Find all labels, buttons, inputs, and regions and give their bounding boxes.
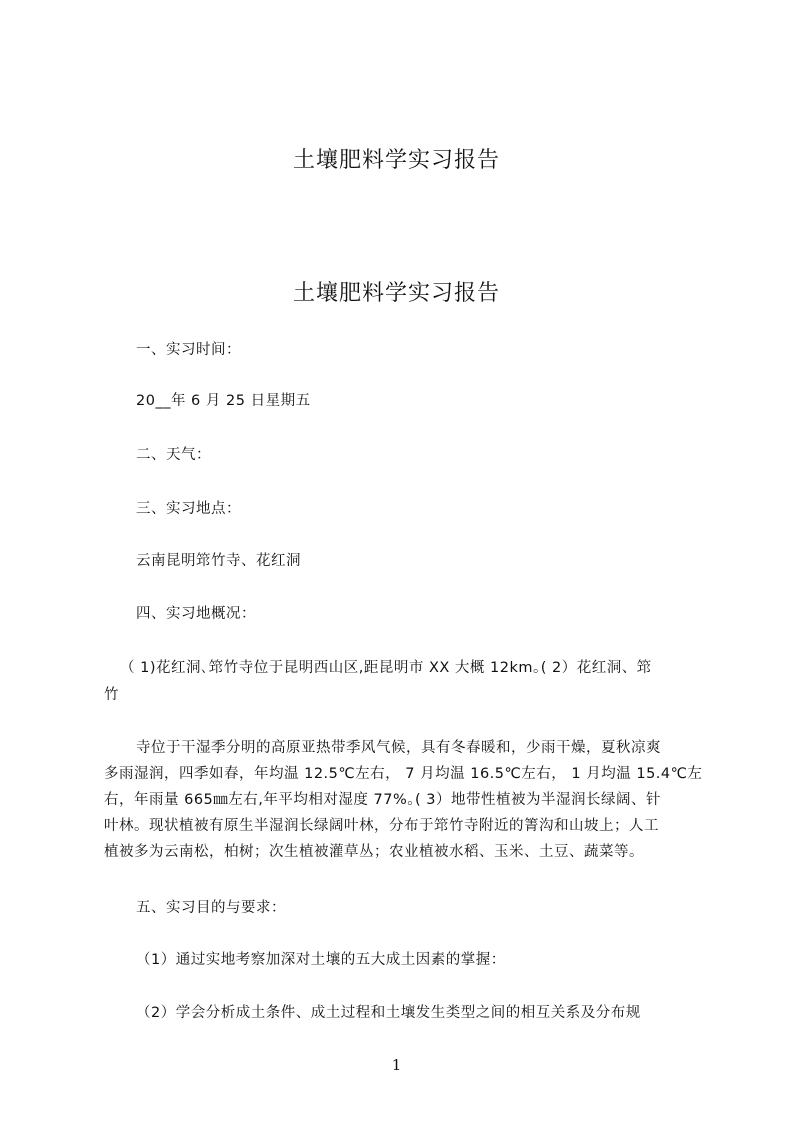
overview-paragraph-2-line-3: 右，年雨量 665㎜左右,年平均相对湿度 77%｡( 3）地带性植被为半湿润长绿阔、针	[104, 792, 661, 808]
location-text: 云南昆明筇竹寺、花红洞	[136, 553, 301, 569]
date-text: 20__年 6 月 25 日星期五	[136, 393, 311, 409]
purpose-item-2: （2）学会分析成土条件、成土过程和土壤发生类型之间的相互关系及分布规	[136, 1005, 641, 1021]
page-number: 1	[391, 1056, 402, 1074]
overview-paragraph-2-line-5: 植被多为云南松，柏树；次生植被灌草丛；农业植被水稻、玉米、土豆、蔬菜等。	[104, 844, 644, 860]
overview-paragraph-2-line-1: 寺位于干湿季分明的高原亚热带季风气候，具有冬春暖和，少雨干燥，夏秋凉爽	[136, 740, 661, 756]
document-title: 土壤肥料学实习报告	[292, 148, 500, 173]
heading-location: 三、实习地点：	[136, 501, 241, 517]
overview-paragraph-2-line-4: 叶林。现状植被有原生半湿润长绿阔叶林，分布于筇竹寺附近的箐沟和山坡上；人工	[104, 818, 659, 834]
overview-paragraph-2-line-2: 多雨湿润，四季如春，年均温 12.5℃左右， 7 月均温 16.5℃左右， 1 月均温 15.4℃左	[104, 766, 703, 782]
overview-paragraph-1-line-2: 竹	[104, 687, 119, 703]
heading-time: 一、实习时间：	[136, 342, 241, 358]
heading-purpose: 五、实习目的与要求：	[136, 900, 286, 916]
report-title: 土壤肥料学实习报告	[292, 281, 500, 306]
overview-paragraph-1-line-1: （ 1)花红洞､筇竹寺位于昆明西山区,距昆明市 XX 大概 12km｡( 2）花红洞、筇	[120, 660, 652, 676]
heading-weather: 二、天气：	[136, 447, 211, 463]
purpose-item-1: （1）通过实地考察加深对土壤的五大成土因素的掌握：	[136, 952, 506, 968]
heading-overview: 四、实习地概况：	[136, 606, 256, 622]
